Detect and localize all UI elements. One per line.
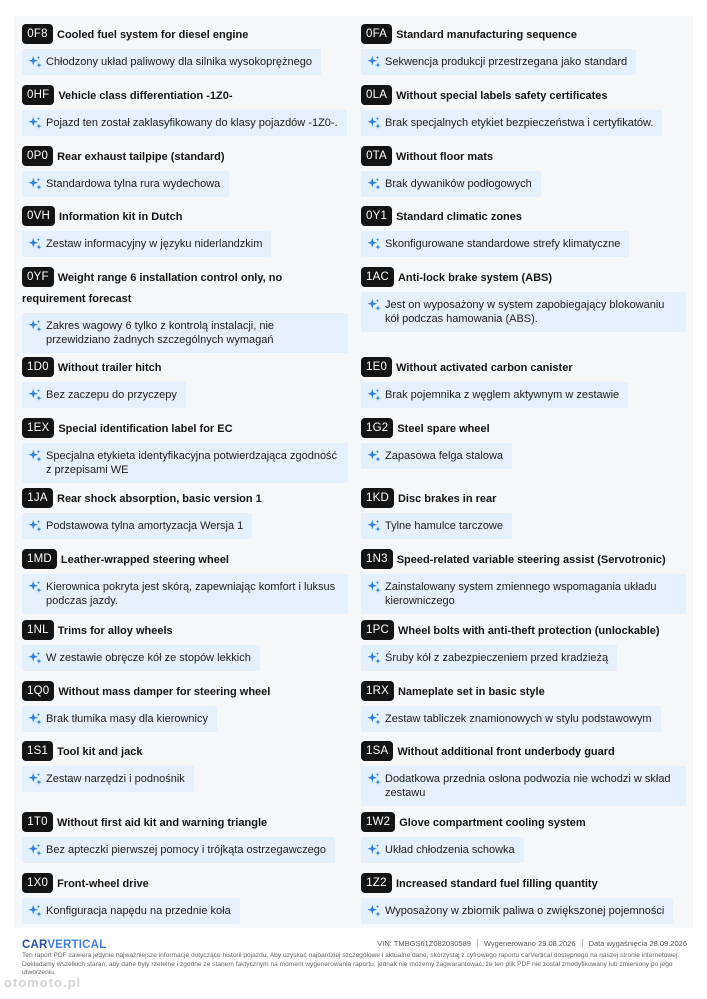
item-header (22, 267, 348, 309)
option-code-badge: 1JA (22, 488, 53, 508)
description-text: Sekwencja produkcji przestrzegana jako standard (385, 56, 628, 68)
item-header (361, 267, 687, 288)
option-code-badge: 0F8 (22, 24, 53, 44)
option-title: Glove compartment cooling system (399, 817, 586, 829)
equipment-item (22, 357, 348, 408)
description-text: Specjalna etykieta identyfikacyjna potwierdzająca zgodność z przepisami WE (46, 450, 338, 476)
option-title: Without first aid kit and warning triangle (57, 817, 268, 829)
option-code-badge: 1X0 (22, 873, 53, 893)
sparkle-icon (28, 519, 42, 533)
option-description (361, 382, 628, 408)
equipment-item (361, 488, 687, 539)
option-code-badge: 1D0 (22, 357, 54, 377)
equipment-item (22, 488, 348, 539)
sparkle-icon (28, 55, 42, 69)
option-code-badge: 1PC (361, 620, 394, 640)
equipment-item (361, 741, 687, 806)
item-header (361, 681, 687, 702)
option-code-badge: 1KD (361, 488, 394, 508)
item-header (22, 741, 348, 762)
option-code-badge: 0TA (361, 146, 392, 166)
equipment-item (22, 620, 348, 671)
option-title: Rear exhaust tailpipe (standard) (57, 151, 225, 163)
item-header (361, 146, 687, 167)
sparkle-icon (28, 388, 42, 402)
item-header (22, 206, 348, 227)
option-description (361, 837, 524, 863)
option-title: Front-wheel drive (57, 878, 149, 890)
option-code-badge: 1RX (361, 681, 394, 701)
item-header (361, 873, 687, 894)
equipment-item (361, 206, 687, 257)
option-code-badge: 1Z2 (361, 873, 392, 893)
sparkle-icon (367, 519, 381, 533)
description-text: Skonfigurowane standardowe strefy klimatyczne (385, 238, 621, 250)
equipment-item (361, 681, 687, 732)
sparkle-icon (28, 772, 42, 786)
option-title: Weight range 6 installation control only, no requirement forecast (22, 272, 283, 305)
option-description (361, 292, 686, 332)
description-text: Podstawowa tylna amortyzacja Wersja 1 (46, 520, 244, 532)
description-text: Zakres wagowy 6 tylko z kontrolą instalacji, nie przewidziano żadnych szczególnych wymagań (46, 320, 275, 346)
option-title: Tool kit and jack (57, 746, 143, 758)
option-description (22, 898, 240, 924)
equipment-item (361, 549, 687, 614)
option-code-badge: 1MD (22, 549, 57, 569)
item-header (22, 549, 348, 570)
item-header (361, 357, 687, 378)
option-title: Disc brakes in rear (397, 493, 497, 505)
option-title: Wheel bolts with anti-theft protection (unlockable) (397, 625, 660, 637)
description-text: Jest on wyposażony w system zapobiegający blokowaniu kół podczas hamowania (ABS). (385, 299, 665, 325)
equipment-item (361, 24, 687, 75)
item-header (361, 206, 687, 227)
option-description (22, 171, 229, 197)
equipment-item (22, 85, 348, 136)
option-code-badge: 1SA (361, 741, 393, 761)
option-title: Rear shock absorption, basic version 1 (57, 493, 262, 505)
sparkle-icon (367, 388, 381, 402)
option-description (22, 837, 335, 863)
description-text: Zestaw informacyjny w języku niderlandzkim (46, 238, 263, 250)
option-title: Cooled fuel system for diesel engine (57, 29, 249, 41)
option-title: Speed-related variable steering assist (Servotronic) (396, 554, 666, 566)
option-description (361, 110, 662, 136)
option-code-badge: 1E0 (361, 357, 392, 377)
option-code-badge: 1T0 (22, 812, 53, 832)
item-header (361, 620, 687, 641)
description-text: Zestaw tabliczek znamionowych w stylu podstawowym (385, 713, 652, 725)
option-title: Special identification label for EC (58, 423, 233, 435)
option-title: Nameplate set in basic style (397, 686, 545, 698)
equipment-item (22, 146, 348, 197)
sparkle-icon (28, 237, 42, 251)
expiry-date: Data wygaśnięcia 28.09.2026 (588, 939, 687, 948)
description-text: Układ chłodzenia schowka (385, 844, 515, 856)
description-text: Bez apteczki pierwszej pomocy i trójkąta ostrzegawczego (46, 844, 327, 856)
option-description (22, 513, 252, 539)
sparkle-icon (367, 177, 381, 191)
option-title: Without trailer hitch (57, 362, 162, 374)
item-header (22, 488, 348, 509)
option-title: Without activated carbon canister (396, 362, 573, 374)
description-text: Standardowa tylna rura wydechowa (46, 178, 221, 190)
item-header (22, 681, 348, 702)
equipment-item (361, 418, 687, 469)
option-description (361, 49, 636, 75)
option-title: Vehicle class differentiation -1Z0- (58, 90, 233, 102)
option-description (22, 110, 347, 136)
equipment-item (22, 873, 348, 924)
description-text: Brak tłumika masy dla kierownicy (46, 713, 208, 725)
sparkle-icon (28, 580, 42, 594)
sparkle-icon (367, 712, 381, 726)
option-title: Steel spare wheel (397, 423, 490, 435)
sparkle-icon (367, 449, 381, 463)
sparkle-icon (367, 772, 381, 786)
vin-number: VIN: TMBGS61Z082030589 (377, 939, 471, 948)
sparkle-icon (28, 319, 42, 333)
option-description (361, 231, 629, 257)
option-title: Leather-wrapped steering wheel (60, 554, 229, 566)
option-description (361, 513, 512, 539)
description-text: Wyposażony w zbiornik paliwa o zwiększonej pojemności (385, 905, 665, 917)
equipment-item (361, 85, 687, 136)
option-description (22, 766, 194, 792)
option-title: Standard climatic zones (396, 211, 522, 223)
description-text: Tylne hamulce tarczowe (385, 520, 503, 532)
option-code-badge: 1NL (22, 620, 54, 640)
sparkle-icon (367, 55, 381, 69)
option-description (361, 171, 541, 197)
description-text: W zestawie obręcze kół ze stopów lekkich (46, 652, 251, 664)
option-description (22, 49, 321, 75)
legal-disclaimer: Ten raport PDF zawiera jedynie najważniejsze informacje dotyczące historii pojazdu. Aby uzyskać najbardziej szczegółowe i aktualne dane, skorzystaj z cyfrowego raportu carVertical dostępnego na naszej stronie internetowej. Dokładamy wszelkich starań, aby dane były rzetelne i zgodne ze stanem faktycznym na moment wygenerowania raportu, jednak nie możemy zagwarantować, że ten plik PDF nie został zmodyfikowany lub zmieniony po jego utworzeniu. (22, 952, 680, 977)
description-text: Kierownica pokryta jest skórą, zapewniając komfort i luksus podczas jazdy. (46, 581, 336, 607)
option-description (361, 706, 661, 732)
option-title: Trims for alloy wheels (57, 625, 173, 637)
equipment-item (361, 357, 687, 408)
sparkle-icon (367, 580, 381, 594)
item-header (22, 146, 348, 167)
equipment-item (22, 681, 348, 732)
option-description (22, 443, 348, 483)
option-description (361, 645, 617, 671)
option-code-badge: 1AC (361, 267, 394, 287)
option-title: Without special labels safety certificates (396, 90, 608, 102)
equipment-item (361, 146, 687, 197)
option-code-badge: 1W2 (361, 812, 395, 832)
option-description (361, 898, 673, 924)
option-description (22, 574, 348, 614)
item-header (22, 85, 348, 106)
option-description (361, 766, 686, 806)
equipment-item (361, 812, 687, 863)
option-description (22, 706, 217, 732)
option-code-badge: 0Y1 (361, 206, 392, 226)
option-title: Without mass damper for steering wheel (58, 686, 271, 698)
option-title: Increased standard fuel filling quantity (396, 878, 598, 890)
carvertical-logo: CARVERTICAL (22, 939, 107, 951)
description-text: Brak specjalnych etykiet bezpieczeństwa i certyfikatów. (385, 117, 654, 129)
description-text: Dodatkowa przednia osłona podwozia nie wchodzi w skład zestawu (385, 773, 671, 799)
sparkle-icon (28, 177, 42, 191)
item-header (22, 620, 348, 641)
sparkle-icon (367, 904, 381, 918)
item-header (22, 418, 348, 439)
equipment-item (361, 873, 687, 924)
sparkle-icon (367, 843, 381, 857)
option-code-badge: 0HF (22, 85, 54, 105)
description-text: Bez zaczepu do przyczepy (46, 389, 177, 401)
option-title: Anti-lock brake system (ABS) (397, 272, 553, 284)
sparkle-icon (28, 651, 42, 665)
item-header (22, 24, 348, 45)
sparkle-icon (367, 116, 381, 130)
sparkle-icon (367, 237, 381, 251)
description-text: Zapasowa felga stalowa (385, 450, 504, 462)
item-header (361, 812, 687, 833)
equipment-item (22, 206, 348, 257)
option-code-badge: 1S1 (22, 741, 53, 761)
equipment-item (22, 267, 348, 353)
option-title: Information kit in Dutch (58, 211, 183, 223)
option-code-badge: 1Q0 (22, 681, 54, 701)
equipment-item (361, 267, 687, 332)
description-text: Zainstalowany system zmiennego wspomagania układu kierowniczego (385, 581, 657, 607)
sparkle-icon (28, 116, 42, 130)
equipment-item (22, 24, 348, 75)
equipment-item (361, 620, 687, 671)
item-header (361, 549, 687, 570)
option-title: Without additional front underbody guard (397, 746, 615, 758)
watermark: otomoto.pl (4, 975, 82, 990)
item-header (361, 24, 687, 45)
equipment-item (22, 741, 348, 792)
description-text: Brak dywaników podłogowych (385, 178, 532, 190)
option-code-badge: 1N3 (361, 549, 393, 569)
description-text: Konfiguracja napędu na przednie koła (46, 905, 231, 917)
option-description (22, 231, 271, 257)
equipment-item (22, 418, 348, 483)
option-title: Without floor mats (396, 151, 494, 163)
option-description (22, 382, 186, 408)
item-header (361, 741, 687, 762)
description-text: Brak pojemnika z węglem aktywnym w zestawie (385, 389, 620, 401)
sparkle-icon (28, 843, 42, 857)
option-code-badge: 1EX (22, 418, 54, 438)
item-header (361, 85, 687, 106)
option-code-badge: 0FA (361, 24, 392, 44)
option-description (22, 645, 260, 671)
option-code-badge: 0LA (361, 85, 392, 105)
option-code-badge: 1G2 (361, 418, 393, 438)
item-header (22, 873, 348, 894)
equipment-item (22, 812, 348, 863)
sparkle-icon (367, 651, 381, 665)
sparkle-icon (367, 298, 381, 312)
item-header (361, 488, 687, 509)
sparkle-icon (28, 904, 42, 918)
report-meta (377, 939, 687, 948)
sparkle-icon (28, 712, 42, 726)
item-header (361, 418, 687, 439)
option-title: Standard manufacturing sequence (396, 29, 577, 41)
option-description (361, 443, 512, 469)
option-code-badge: 0P0 (22, 146, 53, 166)
equipment-item (22, 549, 348, 614)
generated-date: Wygenerowano 29.08.2026 (483, 939, 576, 948)
item-header (22, 357, 348, 378)
option-description (22, 313, 348, 353)
sparkle-icon (28, 449, 42, 463)
option-description (361, 574, 686, 614)
description-text: Chłodzony układ paliwowy dla silnika wysokoprężnego (46, 56, 312, 68)
description-text: Śruby kół z zabezpieczeniem przed kradzieżą (385, 652, 609, 664)
description-text: Zestaw narzędzi i podnośnik (46, 773, 185, 785)
description-text: Pojazd ten został zaklasyfikowany do klasy pojazdów -1Z0-. (46, 117, 338, 129)
item-header (22, 812, 348, 833)
option-code-badge: 0VH (22, 206, 55, 226)
option-code-badge: 0YF (22, 267, 54, 287)
